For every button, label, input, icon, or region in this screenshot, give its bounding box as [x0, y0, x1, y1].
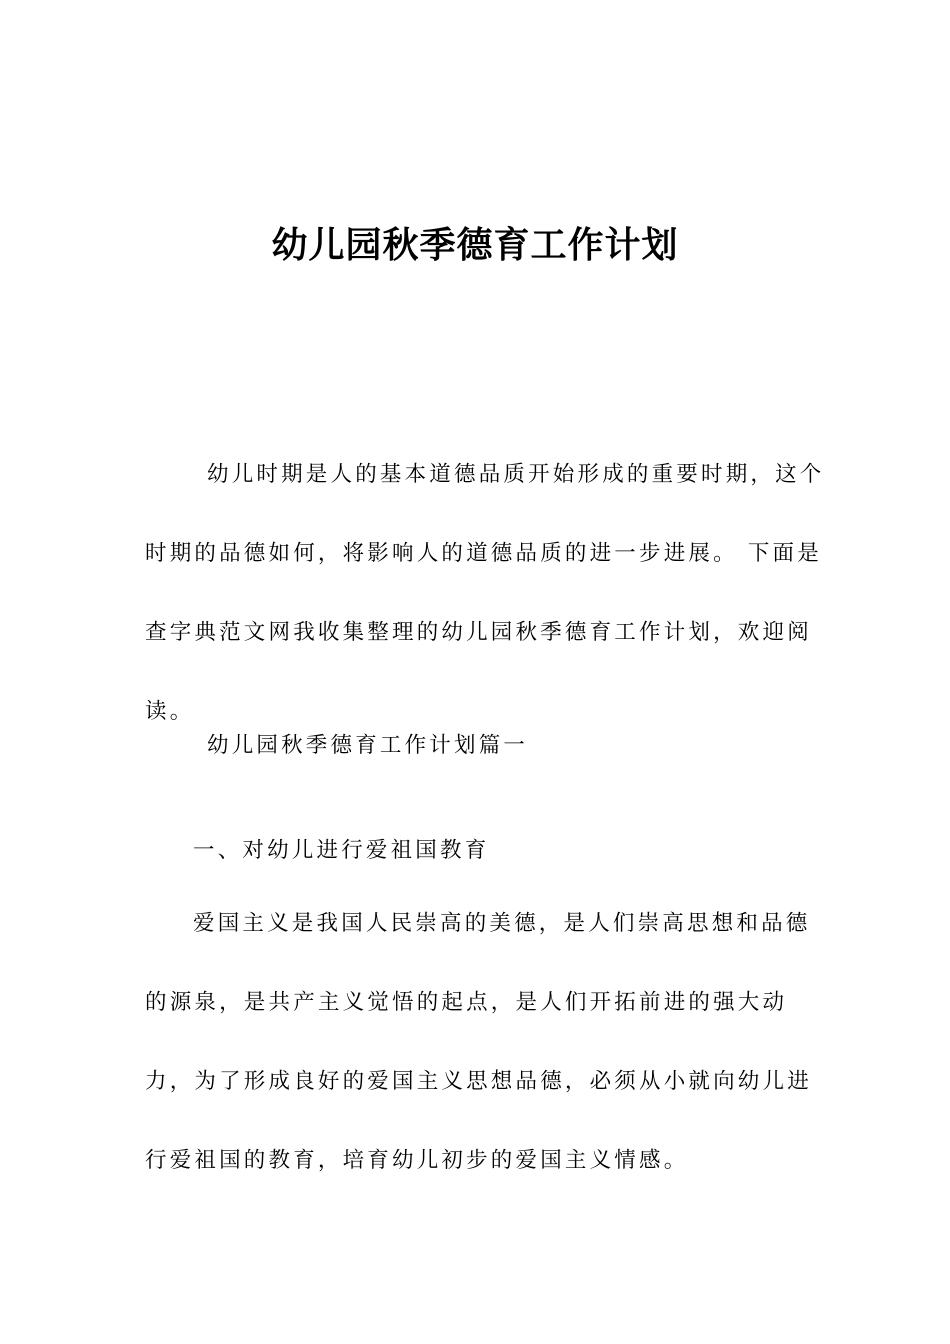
part-heading: 幼儿园秋季德育工作计划篇一: [207, 733, 529, 758]
section-heading: 一、对幼儿进行爱祖国教育: [193, 838, 490, 863]
intro-paragraph: 幼儿时期是人的基本道德品质开始形成的重要时期，这个时期的品德如何，将影响人的道德品质的进一步进展。 下面是查字典范文网我收集整理的幼儿园秋季德育工作计划，欢迎阅读。: [145, 462, 825, 724]
document-title: 幼儿园秋季德育工作计划: [271, 225, 679, 266]
section-body-paragraph: 爱国主义是我国人民崇高的美德，是人们崇高思想和品德的源泉，是共产主义觉悟的起点，是人们开拓前进的强大动力，为了形成良好的爱国主义思想品德，必须从小就向幼儿进行爱祖国的教育，培育幼儿初步的爱国主义情感。: [145, 911, 812, 1173]
